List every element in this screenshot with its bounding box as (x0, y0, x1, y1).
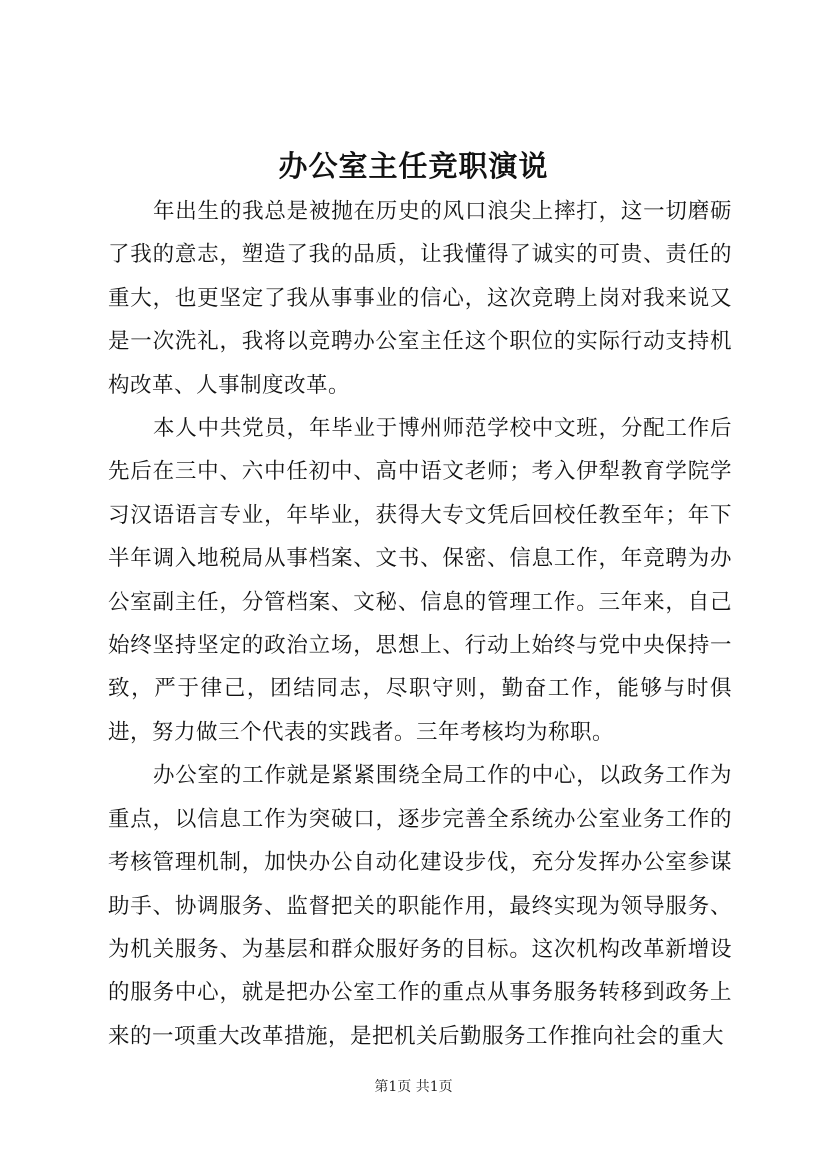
document-title: 办公室主任竞职演说 (278, 149, 549, 183)
paragraph-2: 本人中共党员，年毕业于博州师范学校中文班，分配工作后先后在三中、六中任初中、高中语文老师；考入伊犁教育学院学习汉语语言专业，年毕业，获得大专文凭后回校任教至年；年下半年调入地税局从事档案、文书、保密、信息工作，年竞聘为办公室副主任，分管档案、文秘、信息的管理工作。三年来，自己始终坚持坚定的政治立场，思想上、行动上始终与党中央保持一致，严于律己，团结同志，尽职守则，勤奋工作，能够与时俱进，努力做三个代表的实践者。三年考核均为称职。 (108, 416, 732, 745)
page-footer: 第1页 共1页 (374, 1079, 453, 1095)
document-body (108, 190, 732, 1058)
paragraph-1: 年出生的我总是被抛在历史的风口浪尖上摔打，这一切磨砺了我的意志，塑造了我的品质，让我懂得了诚实的可贵、责任的重大，也更坚定了我从事事业的信心，这次竞聘上岗对我来说又是一次洗礼，我将以竞聘办公室主任这个职位的实际行动支持机构改革、人事制度改革。 (108, 199, 732, 398)
paragraph-3: 办公室的工作就是紧紧围绕全局工作的中心，以政务工作为重点，以信息工作为突破口，逐步完善全系统办公室业务工作的考核管理机制，加快办公自动化建设步伐，充分发挥办公室参谋助手、协调服务、监督把关的职能作用，最终实现为领导服务、为机关服务、为基层和群众服好务的目标。这次机构改革新增设的服务中心，就是把办公室工作的重点从事务服务转移到政务上来的一项重大改革措施，是把机关后勤服务工作推向社会的重大 (108, 763, 732, 1049)
